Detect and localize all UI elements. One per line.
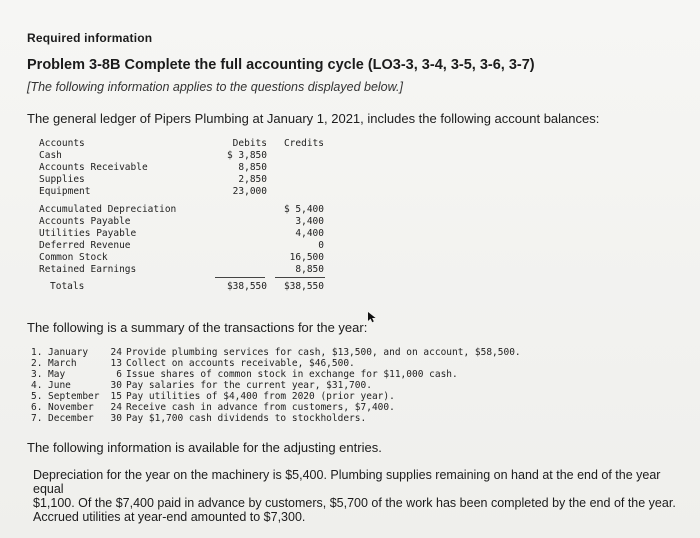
transaction-description: Collect on accounts receivable, $46,500. [126,358,355,369]
transaction-day: 30 [110,413,122,424]
adjusting-line: $1,100. Of the $7,400 paid in advance by customers, $5,700 of the work has been completed by the end of the year. [33,496,676,510]
transaction-day: 24 [110,347,122,358]
adjusting-line: Depreciation for the year on the machinery is $5,400. Plumbing supplies remaining on hand at the end of the year equal [33,468,661,496]
debit-value: 23,000 [232,186,267,197]
credit-total-underline [275,277,325,278]
debit-total: $38,550 [226,281,267,292]
credits-header: Credits [283,138,324,149]
debit-total-underline [215,277,265,278]
ledger-row [27,240,337,252]
transaction-description: Pay utilities of $4,400 from 2020 (prior year). [126,391,395,402]
transaction-number: 1. [31,347,43,358]
ledger-row [27,252,337,264]
account-name: Equipment [39,186,91,197]
transaction-month: January [48,347,89,358]
transaction-number: 6. [31,402,43,413]
transaction-month: November [48,402,94,413]
transactions-list [27,347,627,427]
debits-header: Debits [232,138,267,149]
adjusting-heading: The following information is available for the adjusting entries. [27,440,382,455]
transactions-heading: The following is a summary of the transactions for the year: [27,320,368,335]
transaction-number: 3. [31,369,43,380]
account-name: Cash [39,150,62,161]
ledger-row [27,174,337,186]
account-name: Accumulated Depreciation [39,204,177,215]
ledger-row [27,150,337,162]
transaction-number: 4. [31,380,43,391]
transaction-description: Receive cash in advance from customers, $7,400. [126,402,395,413]
transaction-number: 2. [31,358,43,369]
credit-value: $ 5,400 [283,204,324,215]
problem-title: Problem 3-8B Complete the full accounting cycle (LO3-3, 3-4, 3-5, 3-6, 3-7) [27,57,535,73]
ledger-row [27,162,337,174]
adjusting-paragraph [33,468,685,524]
transaction-month: June [48,380,71,391]
accounts-header: Accounts [39,138,85,149]
ledger-intro: The general ledger of Pipers Plumbing at January 1, 2021, includes the following account balances: [27,111,600,126]
account-name: Utilities Payable [39,228,137,239]
transaction-description: Pay salaries for the current year, $31,700. [126,380,372,391]
ledger-header-row [27,138,337,150]
credit-value: 0 [318,240,324,251]
transaction-description: Pay $1,700 cash dividends to stockholders. [126,413,367,424]
totals-label: Totals [50,281,85,292]
debit-value: 8,850 [238,162,267,173]
transaction-number: 7. [31,413,43,424]
ledger-totals-row [27,281,337,293]
debit-value: $ 3,850 [226,150,267,161]
account-name: Deferred Revenue [39,240,131,251]
transaction-month: March [48,358,77,369]
required-information-heading: Required information [27,31,153,45]
transaction-day: 30 [110,380,122,391]
transaction-day: 6 [116,369,122,380]
account-name: Retained Earnings [39,264,137,275]
transaction-month: May [48,369,66,380]
transaction-day: 15 [110,391,122,402]
transaction-day: 24 [110,402,122,413]
mouse-cursor-icon [367,310,377,328]
credit-value: 8,850 [295,264,324,275]
transaction-day: 13 [110,358,122,369]
credit-value: 3,400 [295,216,324,227]
account-name: Supplies [39,174,85,185]
ledger-row [27,228,337,240]
transaction-number: 5. [31,391,43,402]
ledger-row [27,264,337,276]
adjusting-line: Accrued utilities at year-end amounted to $7,300. [33,510,306,524]
account-name: Common Stock [39,252,108,263]
general-ledger-table [27,138,337,300]
account-name: Accounts Payable [39,216,131,227]
transaction-description: Issue shares of common stock in exchange for $11,000 cash. [126,369,458,380]
debit-value: 2,850 [238,174,267,185]
transaction-month: September [48,391,100,402]
credit-value: 16,500 [289,252,324,263]
transaction-month: December [48,413,94,424]
ledger-row [27,186,337,198]
account-name: Accounts Receivable [39,162,148,173]
ledger-row [27,216,337,228]
ledger-row [27,204,337,216]
transaction-description: Provide plumbing services for cash, $13,500, and on account, $58,500. [126,347,521,358]
credit-value: 4,400 [295,228,324,239]
applies-note: [The following information applies to the questions displayed below.] [27,80,403,94]
credit-total: $38,550 [283,281,324,292]
